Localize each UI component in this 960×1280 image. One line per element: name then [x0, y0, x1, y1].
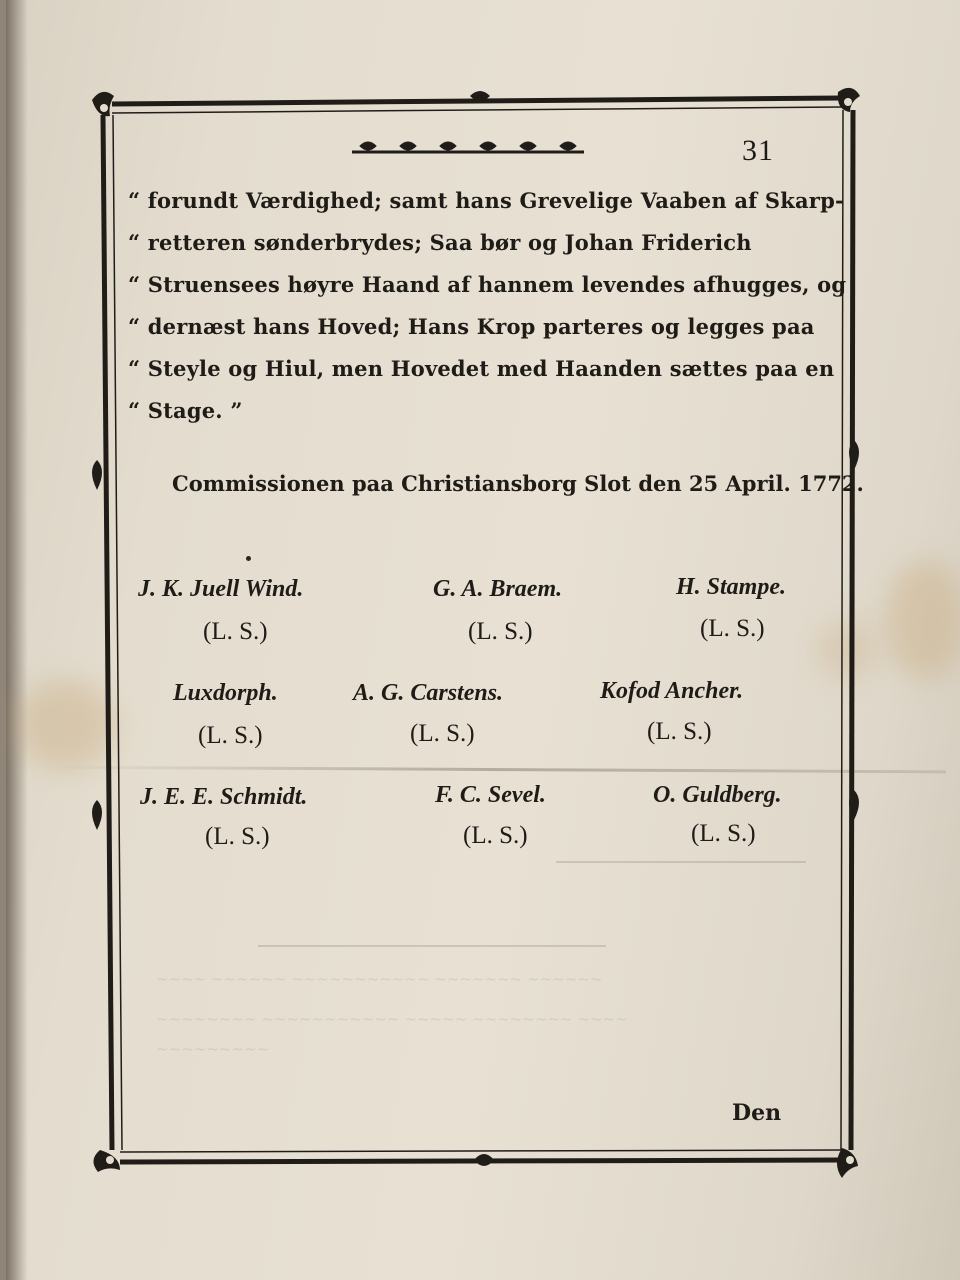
signatory-name: J. K. Juell Wind. [138, 576, 304, 602]
seal-mark: (L. S.) [463, 822, 528, 849]
seal-mark: (L. S.) [691, 820, 756, 847]
seal-mark: (L. S.) [205, 823, 270, 850]
signatory-name: G. A. Braem. [433, 576, 563, 602]
seal-mark: (L. S.) [198, 722, 263, 749]
printed-dot [246, 556, 251, 561]
bleed-through-text: ~~~~~~~~~ [156, 1040, 270, 1058]
signatory-name: F. C. Sevel. [435, 782, 546, 808]
text-line: “ Struensees høyre Haand af hannem levendes afhugges, og [128, 272, 847, 297]
seal-mark: (L. S.) [203, 618, 268, 645]
signatory-name: H. Stampe. [676, 574, 787, 600]
signatory-name: O. Guldberg. [653, 782, 782, 808]
bleed-through-text: ~~~~~~~~ ~~~~~~~~~~~ ~~~~~ ~~~~~~~~ ~~~~ [156, 1010, 628, 1028]
seal-mark: (L. S.) [647, 718, 712, 745]
seal-mark: (L. S.) [700, 615, 765, 642]
commission-line: Commissionen paa Christiansborg Slot den 25 April. 1772. [172, 471, 864, 496]
page-number: 31 [742, 134, 774, 167]
text-line: “ dernæst hans Hoved; Hans Krop parteres og legges paa [128, 314, 815, 339]
signatory-name: J. E. E. Schmidt. [140, 784, 308, 810]
signatory-name: A. G. Carstens. [353, 680, 504, 706]
headpiece-ornament-icon [352, 142, 584, 152]
catchword: Den [732, 1100, 782, 1126]
text-line: “ Steyle og Hiul, men Hovedet med Haanden sættes paa en [128, 356, 835, 381]
text-line: “ retteren sønderbrydes; Saa bør og Johan Friderich [128, 230, 752, 255]
signatory-name: Kofod Ancher. [600, 678, 744, 704]
text-line: “ forundt Værdighed; samt hans Grevelige Vaaben af Skarp- [128, 188, 844, 213]
bleed-through-text: ~~~~ ~~~~~~ ~~~~~~~~~~~ ~~~~~~~ ~~~~~~ [156, 970, 603, 988]
text-line: “ Stage. ” [128, 398, 243, 423]
seal-mark: (L. S.) [468, 618, 533, 645]
signatory-name: Luxdorph. [173, 680, 278, 706]
seal-mark: (L. S.) [410, 720, 475, 747]
